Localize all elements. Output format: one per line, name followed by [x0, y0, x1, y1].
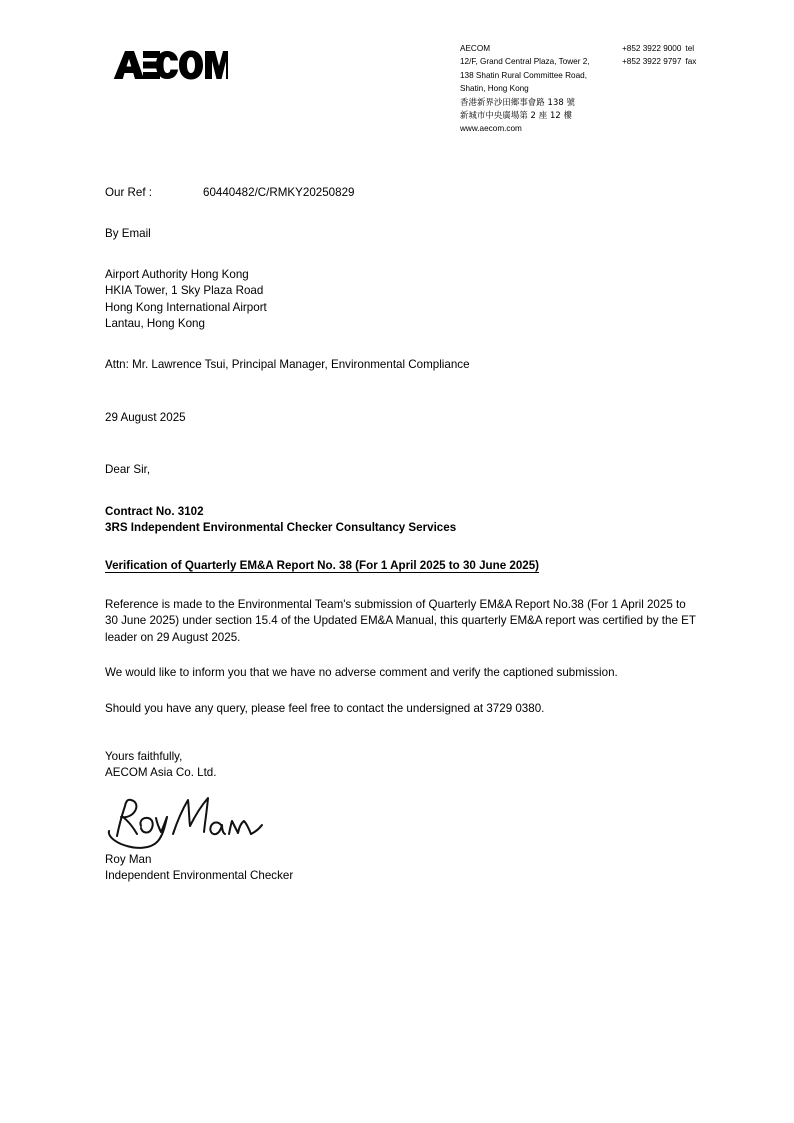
paragraph-2: We would like to inform you that we have no adverse comment and verify the captioned submission.	[105, 666, 618, 680]
telephone-row	[622, 42, 752, 55]
paragraph-3: Should you have any query, please feel free to contact the undersigned at 3729 0380.	[105, 701, 545, 715]
salutation: Dear Sir,	[105, 463, 151, 477]
contract-title: 3RS Independent Environmental Checker Consultancy Services	[105, 521, 457, 535]
letterhead	[0, 38, 794, 138]
delivery-method: By Email	[105, 227, 151, 241]
contract-heading	[105, 504, 715, 537]
signatory-block	[105, 852, 715, 885]
paragraphs	[105, 597, 697, 717]
signatory-title: Independent Environmental Checker	[105, 869, 294, 883]
contact-address-line-1: 12/F, Grand Central Plaza, Tower 2,	[460, 57, 590, 67]
addressee-line-3: Hong Kong International Airport	[105, 300, 267, 314]
addressee-block	[105, 267, 715, 333]
reference-row	[105, 185, 715, 201]
addressee-line-1: Airport Authority Hong Kong	[105, 267, 249, 281]
handwritten-signature	[105, 788, 285, 850]
attention-line: Attn: Mr. Lawrence Tsui, Principal Manager, Environmental Compliance	[105, 358, 470, 372]
contact-website[interactable]: www.aecom.com	[460, 124, 522, 134]
closing-company: AECOM Asia Co. Ltd.	[105, 766, 217, 780]
reference-label: Our Ref :	[105, 186, 153, 199]
letter-date: 29 August 2025	[105, 410, 186, 424]
closing-salutation: Yours faithfully,	[105, 749, 183, 763]
contact-phone-numbers	[622, 42, 752, 69]
contact-address	[460, 42, 622, 136]
addressee-line-2: HKIA Tower, 1 Sky Plaza Road	[105, 284, 264, 298]
contract-number: Contract No. 3102	[105, 504, 204, 518]
subject-heading: Verification of Quarterly EM&A Report No. 38 (For 1 April 2025 to 30 June 2025)	[105, 559, 540, 573]
letter-body	[105, 185, 715, 885]
contact-block	[460, 42, 760, 136]
contact-address-line-2: 138 Shatin Rural Committee Road,	[460, 70, 587, 80]
contact-address-chinese-1: 香港新界沙田鄉事會路 138 號	[460, 96, 576, 107]
fax-label: fax	[685, 57, 697, 67]
aecom-logo	[108, 48, 228, 82]
telephone-label: tel	[685, 44, 695, 53]
contact-address-line-3: Shatin, Hong Kong	[460, 84, 529, 94]
fax-number: +852 3922 9797	[622, 57, 682, 67]
contact-address-chinese-2: 新城市中央廣場第 2 座 12 樓	[460, 110, 573, 121]
fax-row	[622, 55, 752, 68]
closing-block	[105, 749, 715, 782]
addressee-line-4: Lantau, Hong Kong	[105, 317, 205, 331]
reference-value: 60440482/C/RMKY20250829	[203, 186, 355, 199]
signatory-name: Roy Man	[105, 852, 152, 866]
telephone-number: +852 3922 9000	[622, 44, 682, 53]
contact-company: AECOM	[460, 44, 491, 53]
paragraph-1: Reference is made to the Environmental Team's submission of Quarterly EM&A Report No.38 (For 1 April 2025 to 30 June 2025) under section 15.4 of the Updated EM&A Manual, this quarterly EM&A report was certified by the ET leader on 29 August 2025.	[105, 597, 696, 644]
